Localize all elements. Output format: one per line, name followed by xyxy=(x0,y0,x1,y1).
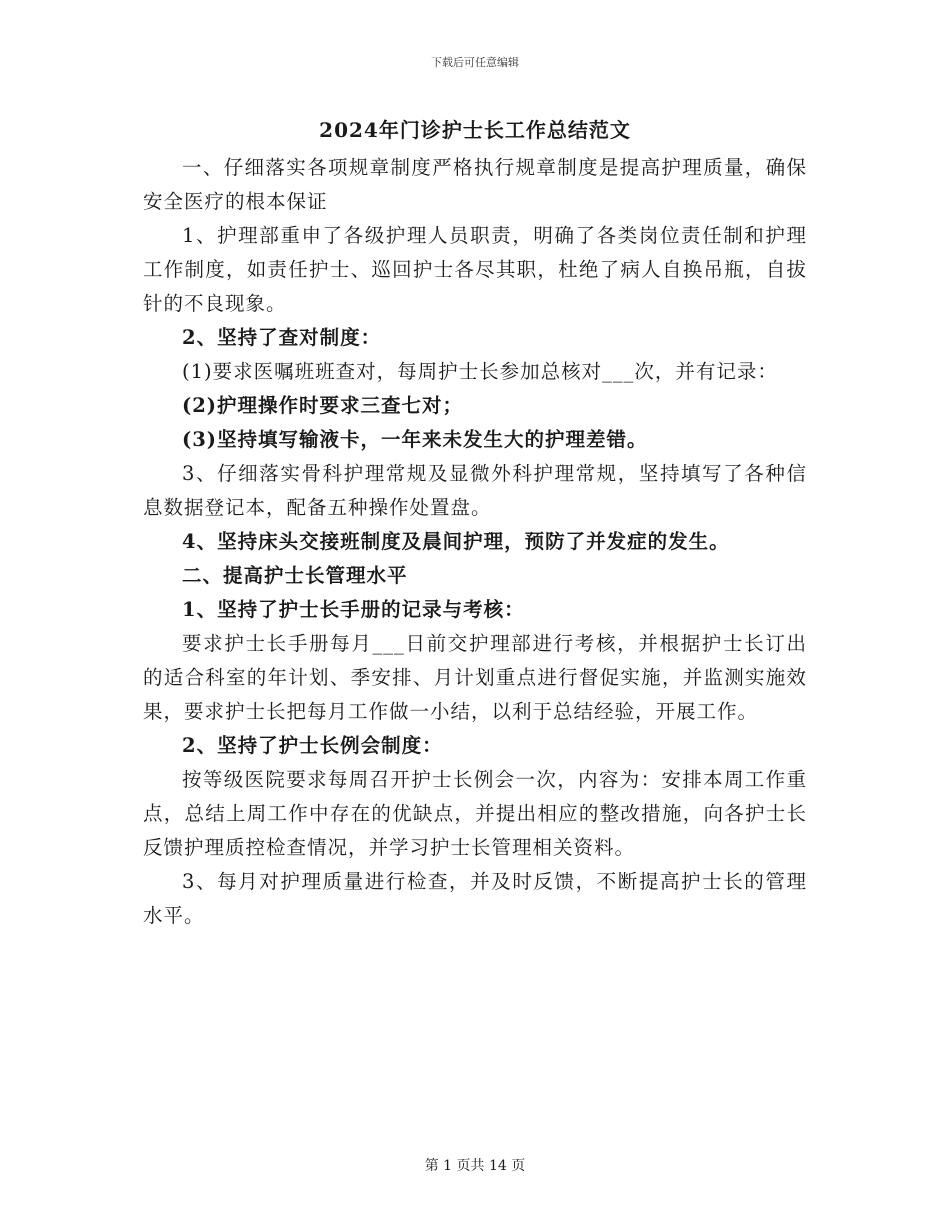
paragraph-item-1: 1、护理部重申了各级护理人员职责，明确了各类岗位责任制和护理工作制度，如责任护士、巡回护士各尽其职，杜绝了病人自换吊瓶，自拔针的不良现象。 xyxy=(143,224,807,315)
paragraph-section-2-item-2-heading: 2、坚持了护士长例会制度： xyxy=(182,734,443,757)
paragraph-section-2-item-1-heading: 1、坚持了护士长手册的记录与考核： xyxy=(182,598,525,621)
paragraph-sub-item-1: (1)要求医嘱班班查对，每周护士长参加总核对___次，并有记录： xyxy=(182,360,778,383)
document-body xyxy=(143,151,807,933)
header-note: 下载后可任意编辑 xyxy=(431,56,519,69)
paragraph-sub-item-2: (2)护理操作时要求三查七对； xyxy=(182,394,464,417)
paragraph-section-2-item-2-body: 按等级医院要求每周召开护士长例会一次，内容为：安排本周工作重点，总结上周工作中存在的优缺点，并提出相应的整改措施，向各护士长反馈护理质控检查情况，并学习护士长管理相关资料。 xyxy=(143,768,807,859)
paragraph-section-2-heading: 二、提高护士长管理水平 xyxy=(182,564,408,587)
page-number: 第 1 页共 14 页 xyxy=(424,1158,526,1174)
paragraph-item-2-heading: 2、坚持了查对制度： xyxy=(182,326,382,349)
document-title: 2024年门诊护士长工作总结范文 xyxy=(319,118,631,142)
paragraph-section-1-heading: 一、仔细落实各项规章制度严格执行规章制度是提高护理质量，确保安全医疗的根本保证 xyxy=(143,156,807,213)
paragraph-sub-item-3: (3)坚持填写输液卡，一年来未发生大的护理差错。 xyxy=(182,428,648,451)
paragraph-section-2-item-1-body: 要求护士长手册每月___日前交护理部进行考核，并根据护士长订出的适合科室的年计划、季安排、月计划重点进行督促实施，并监测实施效果，要求护士长把每月工作做一小结，以利于总结经验，开展工作。 xyxy=(143,632,807,723)
paragraph-section-2-item-3: 3、每月对护理质量进行检查，并及时反馈，不断提高护士长的管理水平。 xyxy=(143,870,807,927)
paragraph-item-3: 3、仔细落实骨科护理常规及显微外科护理常规，坚持填写了各种信息数据登记本，配备五种操作处置盘。 xyxy=(143,462,807,519)
paragraph-item-4: 4、坚持床头交接班制度及晨间护理，预防了并发症的发生。 xyxy=(182,530,730,553)
